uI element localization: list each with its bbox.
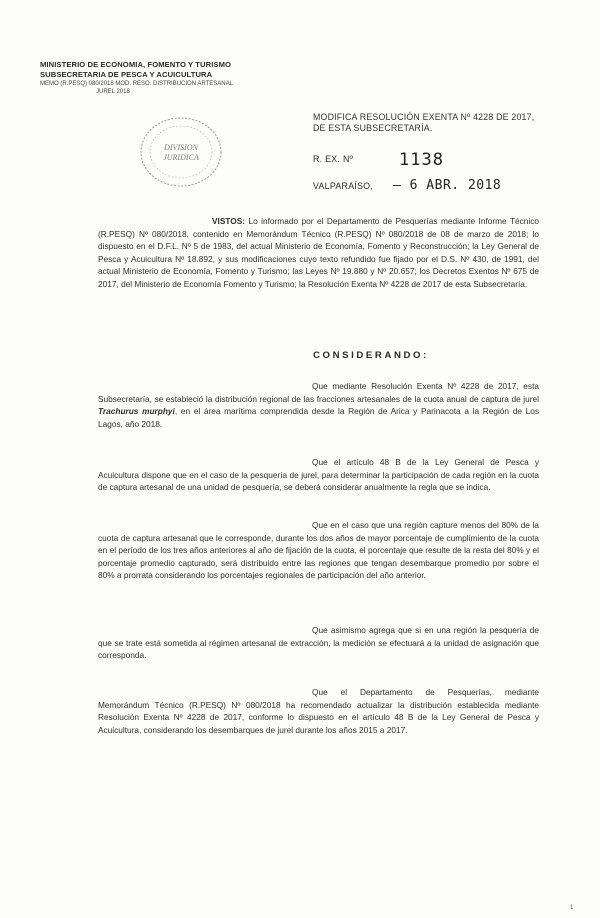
undersecretariat-name: SUBSECRETARIA DE PESCA Y ACUICULTURA [40,70,213,79]
resolution-title [313,112,563,134]
considerando-paragraph-2 [98,456,539,494]
vistos-text: Lo informado por el Departamento de Pesquerías mediante Informe Técnico (R.PESQ) Nº 080/2018, contenido en Memorándum Técnico (R.PESQ) Nº 080/2018 de 08 de marzo de 2018; lo dispuesto en el D.F.L. Nº 5 de 1983, del actual Ministerio de Economía, Fomento y Reconstrucción; la Ley General de Pesca y Acuicultura Nº 18.892, y sus modificaciones cuyo texto refundido fue fijado por el D.S. Nº 430, de 1991, del actual Ministerio de Economía, Fomento y Turismo; las Leyes Nº 19.880 y Nº 20.657; los Decretos Exentos Nº 675 de 2017, del Ministerio de Economía Fomento y Turismo; la Resolución Exenta Nº 4228 de 2017 de esta Subsecretaría. [98,216,539,289]
p3-text: Que en el caso que una región capture menos del 80% de la cuota de captura artesanal que le corresponde, durante los dos años de mayor porcentaje de cumplimiento de la cuota en el período de los tres años anteriores al año de fijación de la cuota, el porcentaje que resulte de la resta del 80% y el porcentaje promedio capturado, será distribuido entre las regiones que tengan desembarque promedio por sobre el 80% a prorrata considerando los porcentajes regionales de participación del año anterior. [98,520,539,581]
stamp-text-bottom: JURIDICA [163,153,199,162]
p5-text: Que el Departamento de Pesquerías, mediante Memorándum Técnico (R.PESQ) Nº 080/2018 ha recomendado actualizar la distribución establecida mediante Resolución Exenta Nº 4228 de 2017, conforme lo dispuesto en el artículo 48 B de la Ley General de Pesca y Acuicultura, considerando los desembarques de jurel durante los años 2015 a 2017. [98,687,539,735]
rex-label: R. EX. Nº [313,154,354,164]
resolution-number-row [313,150,573,172]
page-mark: 1 [570,905,574,911]
reference-line-2: JUREL 2018 [96,89,130,95]
ministry-name: MINISTERIO DE ECONOMIA, FOMENTO Y TURISMO [40,60,232,69]
place-date-row [313,177,573,197]
division-juridica-stamp [136,113,226,191]
considerando-heading: CONSIDERANDO: [313,350,429,361]
stamp-text-top: DIVISION [164,143,198,152]
vistos-paragraph [98,215,539,291]
reference-line: MEMO (R.PESQ) 080/2018 MOD. RESO. DISTRIBUCION ARTESANAL [40,81,233,87]
considerando-paragraph-5 [98,686,539,736]
species-name: Trachurus murphyi [98,406,175,417]
considerando-paragraph-4 [98,624,539,662]
letterhead [40,60,270,96]
p4-text: Que asimismo agrega que si en una región la pesquería de que se trate está sometida al régimen artesanal de extracción, la medición se efectuará a la unidad de asignación que corresponda. [98,625,539,661]
place-label: VALPARAÍSO, [313,181,374,191]
resolution-date: – 6 ABR. 2018 [393,178,502,193]
p1-text-a: Que mediante Resolución Exenta Nº 4228 de 2017, esta Subsecretaría, se estableció la distribución regional de las fracciones artesanales de la cuota anual de captura de jurel [98,381,539,404]
considerando-paragraph-3 [98,519,539,582]
p2-text: Que el artículo 48 B de la Ley General de Pesca y Acuicultura dispone que en el caso de la pesquería de jurel, para determinar la participación de cada región en la cuota de captura artesanal de una unidad de pesquería, se deberá considerar anualmente la regla que se indica. [98,457,539,493]
p1-text-b: , en el área marítima comprendida desde la Región de Arica y Parinacota a la Región de Los Lagos, año 2018. [98,406,539,429]
resolution-title-line2: DE ESTA SUBSECRETARÍA. [313,123,433,133]
resolution-title-line1: MODIFICA RESOLUCIÓN EXENTA Nº 4228 DE 2017, [313,112,535,122]
vistos-label: VISTOS: [212,216,246,226]
resolution-number: 1138 [399,150,444,170]
considerando-paragraph-1 [98,380,539,430]
